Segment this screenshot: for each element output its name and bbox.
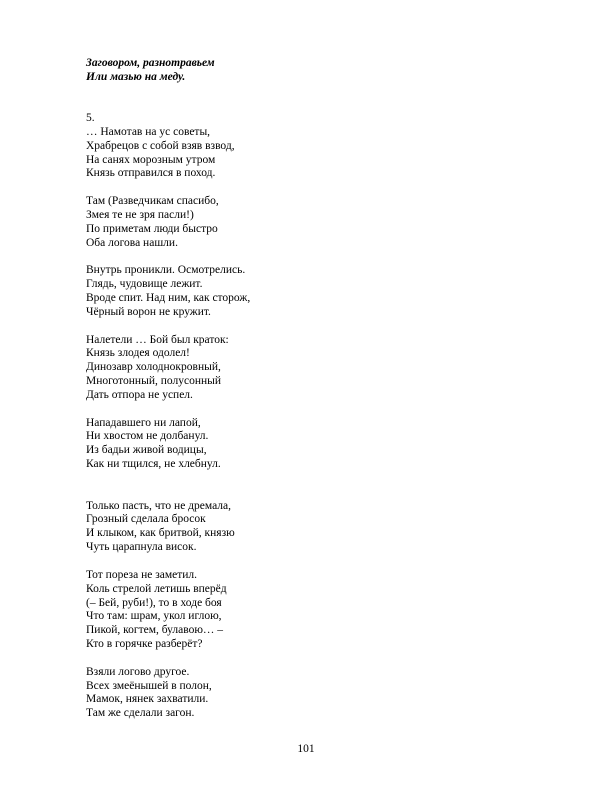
verse-line: Грозный сделала бросок xyxy=(86,513,206,526)
verse-line: (– Бей, руби!), то в ходе боя xyxy=(86,596,222,609)
verse-line: Чуть царапнула висок. xyxy=(86,541,197,554)
stanza xyxy=(86,195,250,250)
verse-line: Всех змеёнышей в полон, xyxy=(86,679,212,692)
verse-line: Взяли логово другое. xyxy=(86,665,190,678)
epigraph-line: Или мазью на меду. xyxy=(86,70,186,83)
verse-line: Глядь, чудовище лежит. xyxy=(86,278,203,291)
stanza xyxy=(86,264,250,319)
verse-line: На санях морозным утром xyxy=(86,153,216,166)
poem-body xyxy=(86,112,250,721)
verse-line: Многотонный, полусонный xyxy=(86,375,222,388)
verse-line: Тот пореза не заметил. xyxy=(86,568,198,581)
verse-line: Князь отправился в поход. xyxy=(86,167,216,180)
verse-line: Внутрь проникли. Осмотрелись. xyxy=(86,264,246,277)
stanza xyxy=(86,569,250,652)
verse-line: Кто в горячке разберёт? xyxy=(86,638,203,651)
stanza xyxy=(86,334,250,403)
epigraph xyxy=(86,57,215,84)
verse-line: Как ни тщился, не хлебнул. xyxy=(86,458,221,471)
verse-line: … Намотав на ус советы, xyxy=(86,125,211,138)
epigraph-line: Заговором, разнотравьем xyxy=(86,57,215,69)
stanza xyxy=(86,417,250,472)
verse-line: Налетели … Бой был краток: xyxy=(86,333,229,346)
verse-line: Оба логова нашли. xyxy=(86,236,178,249)
verse-line: Там же сделали загон. xyxy=(86,707,195,720)
stanza xyxy=(86,666,250,721)
verse-line: Храбрецов с собой взяв взвод, xyxy=(86,139,235,152)
stanza xyxy=(86,126,250,181)
verse-line: Чёрный ворон не кружит. xyxy=(86,305,211,318)
verse-line: По приметам люди быстро xyxy=(86,222,218,235)
verse-line: Змея те не зря пасли!) xyxy=(86,208,194,221)
verse-line: Князь злодея одолел! xyxy=(86,347,190,360)
verse-line: Дать отпора не успел. xyxy=(86,388,193,401)
verse-line: Динозавр холоднокровный, xyxy=(86,361,221,374)
page-number: 101 xyxy=(297,743,315,755)
verse-line: Только пасть, что не дремала, xyxy=(86,499,231,512)
verse-line: И клыком, как бритвой, князю xyxy=(86,527,235,540)
verse-line: Ни хвостом не долбанул. xyxy=(86,430,209,443)
verse-line: Что там: шрам, укол иглою, xyxy=(86,610,222,623)
verse-line: Там (Разведчикам спасибо, xyxy=(86,195,219,208)
section-number: 5. xyxy=(86,112,95,124)
verse-line: Пикой, когтем, булавою… – xyxy=(86,624,224,637)
verse-line: Нападавшего ни лапой, xyxy=(86,416,201,429)
verse-line: Вроде спит. Над ним, как сторож, xyxy=(86,291,251,304)
stanza xyxy=(86,500,250,555)
verse-line: Коль стрелой летишь вперёд xyxy=(86,582,227,595)
verse-line: Из бадьи живой водицы, xyxy=(86,444,207,457)
verse-line: Мамок, нянек захватили. xyxy=(86,693,209,706)
